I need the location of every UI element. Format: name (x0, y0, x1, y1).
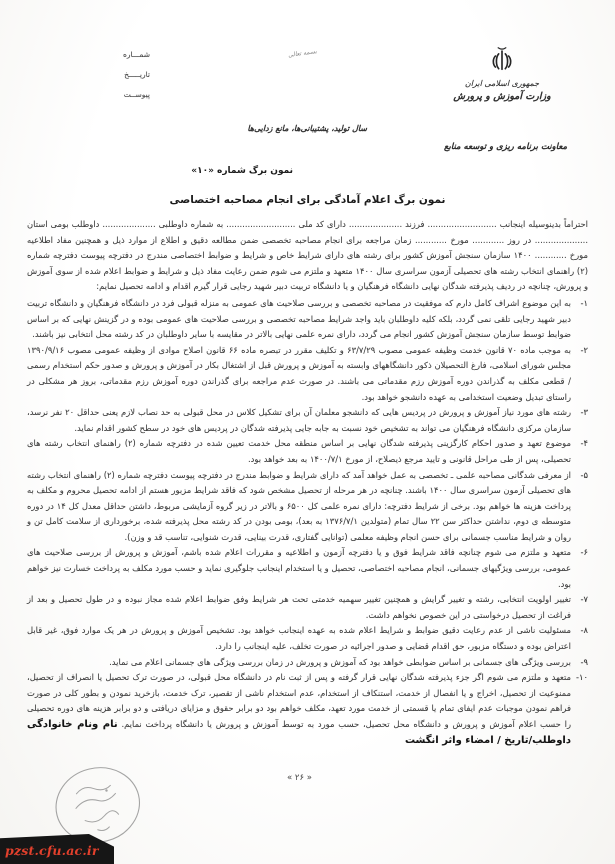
item-number: ۱- (580, 297, 588, 308)
document-title: نمون برگ اعلام آمادگی برای انجام مصاحبه اختصاصی (169, 194, 446, 206)
meta-attachment-label: پیوســت (123, 90, 150, 99)
item-number: ۶- (580, 547, 588, 558)
item-text: موضوع تعهد و صدور احکام کارگزینی پذیرفته شدگان نهایی بر اساس منطقه محل خدمت تعیین شده در دفترچه شماره (۲) راهنمای انتخاب رشته های تحصیلی، پس از طی مراحل قانونی و تایید مرجع ذیصلاح، از مورخ ۱۴۰۰/۷/۱ به بعد خواهد بود. (27, 438, 571, 464)
year-slogan: سال تولید، پشتیبانی‌ها، مانع زدایی‌ها (247, 124, 367, 133)
item-number: ۷- (580, 594, 588, 605)
item-text: مسئولیت ناشی از عدم رعایت دقیق ضوابط و شرایط اعلام شده به عهده اینجانب خواهد بود. تشخیص آموزش و پرورش در هر یک موارد فوق، غیر قابل اعتراض بوده و دستگاه مزبور، حق اقدام قضایی و صدور اجرائیه در صورت تخلف، علیه اینجانب را دارد. (27, 625, 571, 652)
bismillah-script: بسمه تعالی (287, 48, 318, 59)
page-number: « ۲۶ » (287, 773, 312, 783)
item-number: ۴- (580, 438, 588, 449)
list-item (27, 343, 588, 405)
item-number: ۳- (580, 407, 588, 418)
iran-emblem-icon (417, 46, 587, 76)
item-number: ۱۰- (575, 672, 588, 683)
item-number: ۸- (580, 625, 588, 636)
document-body (27, 217, 588, 748)
list-item (27, 296, 588, 343)
list-item (27, 670, 588, 748)
item-text: بررسی ویژگی های جسمانی بر اساس ضوابطی خواهد بود که آموزش و پرورش در زمان بررسی ویژگی های جسمانی اعلام می نماید. (109, 656, 571, 667)
watermark-url: pzst.cfu.ac.ir (5, 843, 99, 858)
org-republic: جمهوری اسلامی ایران (464, 79, 540, 88)
list-item (27, 405, 588, 436)
letterhead-org-block (417, 46, 587, 102)
meta-number-label: شمـــاره (122, 50, 150, 59)
item-number: ۹- (580, 656, 588, 667)
meta-date-label: تاریـــــخ (124, 70, 150, 79)
item-text: به موجب ماده ۷۰ قانون خدمت وظیفه عمومی مصوب ۶۳/۷/۲۹ و تکلیف مقرر در تبصره ماده ۶۶ قانون اصلاح موادی از وظیفه عمومی مصوب ۱۳۹۰/۹/۱۶ مجلس شورای اسلامی، فارغ التحصیلان ذکور دانشگاههای وابسته به آموزش و پرورش قبل از اشتغال بکار در آموزش و پرورش و صدور حکم استخدام رسمی / قطعی مکلف به گذراندن دوره آموزش رزم مقدماتی می باشند. در صورت عدم مراجعه برای گذراندن دوره آموزش رزم مقدماتی، بروز هر مشکلی در راستای تبدیل وضعیت استخدامی به عهده دانشجو خواهد بود. (27, 344, 571, 402)
item-number: ۵- (580, 469, 588, 480)
letter-meta-block (55, 50, 150, 110)
item-text (27, 670, 571, 748)
signature-instruction: نام ونام خانوادگی داوطلب/تاریخ / امضاء واثر انگشت (27, 719, 571, 746)
form-number: نمون برگ شماره «۱۰» (191, 166, 293, 176)
intro-paragraph: احتراماً بدینوسیله اینجانب .......................... فرزند .................... دارای کد ملی .......................... به شماره داوطلبی .................... داوطلب بومی استان .................... در روز ............ مورخ ............ زمان مراجعه برای انجام مصاحبه تخصصی ضمن مطالعه دقیق و اطلاع از موارد ذیل و همچنین مفاد اطلاعیه مورخ ............ ۱۴۰۰ سازمان سنجش آموزش کشور برای رشته های دارای شرایط خاص و شرایط و ضوابط اختصاصی مندرج در دفترچه پیوست دفترچه شماره (۲) راهنمای انتخاب رشته های تحصیلی آزمون سراسری سال ۱۴۰۰ متعهد و ملتزم می شوم ضمن رعایت مفاد ذیل و شرایط و ضوابط اعلام شده از سوی آموزش و پرورش، چنانچه در ردیف پذیرفته شدگان نهایی دانشگاه فرهنگیان و یا دانشگاه تربیت دبیر شهید رجایی قرار گیرم اقدام و ادامه تحصیل نمایم: (27, 219, 588, 292)
list-item (27, 592, 588, 623)
list-item (27, 436, 588, 467)
list-item (27, 468, 588, 546)
list-item (27, 655, 588, 671)
item-text: از معرفی شدگانی مصاحبه علمی ـ تخصصی به عمل خواهد آمد که دارای شرایط و ضوابط مندرج در دفترچه پیوست دفترچه شماره (۲) راهنمای انتخاب رشته های تحصیلی آزمون سراسری سال ۱۴۰۰ باشند. چنانچه در هر مرحله از تحصیل مشخص شود که فاقد شرایط مزبور هستم از ادامه تحصیل محروم و مکلف به پرداخت هزینه ها خواهم بود. برخی از شرایط دفترچه: دارای نمره علمی کل ۶۵۰۰ و بالاتر در زیر گروه آزمایشی مربوط، داشتن حداقل معدل کل ۱۴ در دوره متوسطه ی دوم، نداشتن حداکثر سن ۲۲ سال تمام (متولدین ۱۳۷۶/۷/۱ به بعد)، بومی بودن در کد رشته محل پذیرفته شده، برخورداری از سلامت کامل تن و روان و شرایط مناسب جسمانی برای حسن انجام وظیفه معلمی (توانایی گفتاری، قدرت بینایی، قدرت شنوایی، تناسب قد و وزن). (27, 469, 572, 542)
item-text: به این موضوع اشراف کامل دارم که موفقیت در مصاحبه تخصصی و بررسی صلاحیت های عمومی به منزله قبولی فرد در دانشگاه فرهنگیان و دانشگاه تربیت دبیر شهید رجایی تلقی نمی گردد، بلکه کلیه داوطلبان باید واجد شرایط مصاحبه تخصصی و بررسی صلاحیت های عمومی بوده و در گزینش نهایی که بر اساس ضوابط توسط سازمان سنجش آموزش کشور انجام می گردد، دارای نمره علمی نهایی بالاتر در مقایسه با سایر داوطلبان در کد رشته محل انتخابی نیز باشند. (27, 297, 571, 340)
list-item (27, 623, 588, 654)
org-ministry: وزارت آموزش و پرورش (453, 91, 551, 102)
item-text: رشته های مورد نیاز آموزش و پرورش در پردیس هایی که دانشجو معلمان آن برای تشکیل کلاس در محل قبولی به حد نصاب لازم یعنی حداقل ۲۰ نفر نرسد، سازمان مرکزی دانشگاه فرهنگیان می تواند به تشخیص خود نسبت به جابه جایی پذیرفته شدگان در پردیس های خود در سطح کشور اقدام نماید. (27, 407, 572, 433)
item-text: تغییر اولویت انتخابی، رشته و تغییر گرایش و همچنین تغییر سهمیه خدمتی تحت هر شرایط وفق ضوابط اعلام شده مجاز نبوده و در طول تحصیل و بعد از فراغت از تحصیل درخواستی در این خصوص نخواهم داشت. (27, 594, 571, 620)
item-text-body: متعهد و ملتزم می شوم اگر جزء پذیرفته شدگان نهایی قرار گرفته و پس از ثبت نام در دانشگاه محل قبولی، در صورت ترک تحصیل یا انصراف از تحصیل، ممنوعیت از تحصیل، اخراج و یا انفصال از خدمت، استنکاف از استخدام، عدم استخدام ناشی از تقصیر، ترک خدمت، بازخرید نمودن و بطور کلی در صورت فراهم نمودن موجبات عدم ایفای تمام یا قسمتی از خدمت مورد تعهد، مکلف خواهم بود دو برابر حقوق و مزایای دریافتی و دو برابر هزینه های دوره تحصیلی را حسب اعلام آموزش و پرورش و دانشگاه محل تحصیل، حسب مورد به توسط آموزش و پرورش یا دانشگاه پرداخت نمایم. (27, 672, 571, 729)
org-deputy: معاونت برنامه ریزی و توسعه منابع (443, 142, 568, 152)
list-item (27, 545, 588, 592)
item-text: متعهد و ملتزم می شوم چنانچه فاقد شرایط فوق و یا دفترچه آزمون و اطلاعیه و مقررات اعلام شده باشم، آموزش و پرورش از بررسی صلاحیت های عمومی، بررسی ویژگیهای جسمانی، انجام مصاحبه اختصاصی، تحصیل و یا استخدام اینجانب جلوگیری نماید و حسب مورد مکلف به پرداخت خسارت نیز خواهم بود. (27, 547, 571, 589)
item-number: ۲- (580, 344, 588, 355)
